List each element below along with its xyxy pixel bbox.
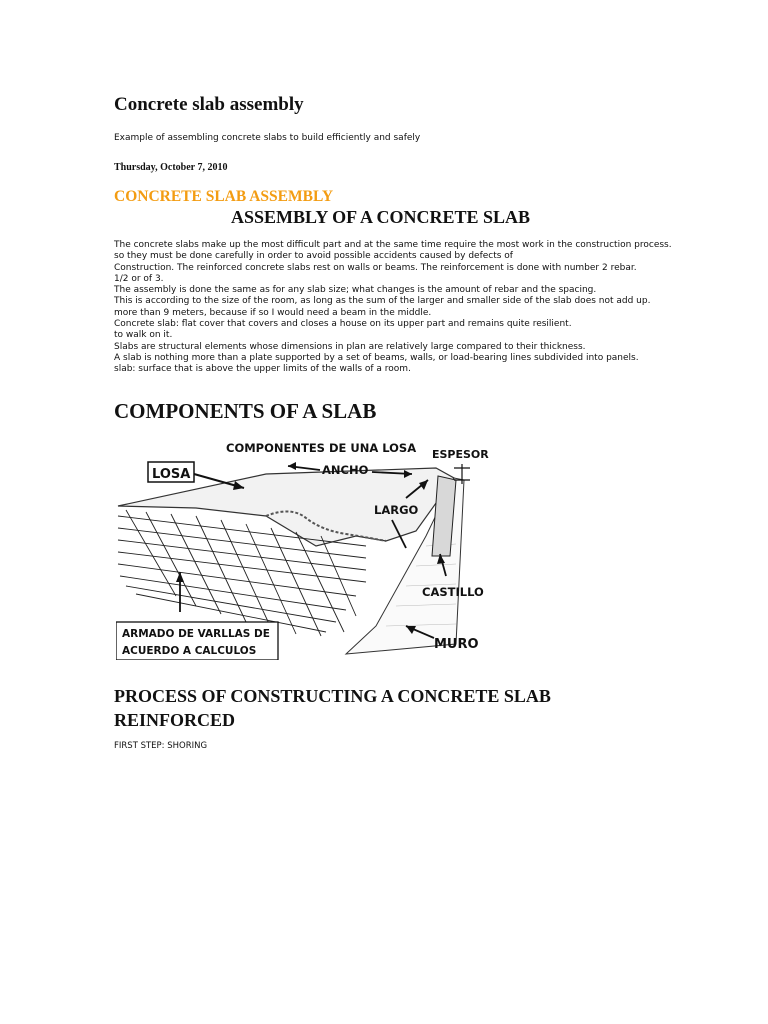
body-line: Slabs are structural elements whose dimensions in plan are relatively large compared to their thickness.	[114, 341, 586, 352]
body-line: to walk on it.	[114, 330, 173, 341]
body-line: A slab is nothing more than a plate supported by a set of beams, walls, or load-bearing lines subdivided into panels.	[114, 352, 639, 363]
body-line: so they must be done carefully in order to avoid possible accidents caused by defects of	[114, 251, 513, 262]
label-castillo: CASTILLO	[422, 585, 484, 599]
label-ancho: ANCHO	[322, 463, 369, 477]
label-espesor: ESPESOR	[432, 448, 489, 461]
figure-title: COMPONENTES DE UNA LOSA	[226, 441, 417, 455]
slab-components-figure	[116, 436, 490, 660]
blog-title: Concrete slab assembly	[114, 94, 304, 115]
body-line: more than 9 meters, because if so I would need a beam in the middle.	[114, 307, 432, 318]
components-heading: COMPONENTS OF A SLAB	[114, 399, 377, 423]
post-title[interactable]: CONCRETE SLAB ASSEMBLY	[114, 188, 334, 205]
body-line: slab: surface that is above the upper limits of the walls of a room.	[114, 364, 411, 375]
label-armado-line1: ARMADO DE VARLLAS DE	[122, 628, 270, 640]
post-body	[114, 240, 754, 376]
body-line: The assembly is done the same as for any slab size; what changes is the amount of rebar and the spacing.	[114, 285, 597, 296]
body-line: The concrete slabs make up the most difficult part and at the same time require the most work in the construction process.	[114, 240, 672, 250]
body-line: Concrete slab: flat cover that covers and closes a house on its upper part and remains quite resilient.	[114, 319, 572, 330]
section-heading: ASSEMBLY OF A CONCRETE SLAB	[230, 207, 531, 227]
body-line: Construction. The reinforced concrete slabs rest on walls or beams. The reinforcement is done with number 2 rebar.	[114, 262, 637, 273]
post-date: Thursday, October 7, 2010	[114, 162, 228, 173]
label-largo: LARGO	[374, 503, 419, 517]
label-armado-line2: ACUERDO A CALCULOS	[122, 645, 257, 657]
label-losa: LOSA	[152, 467, 191, 482]
blog-description: Example of assembling concrete slabs to build efficiently and safely	[114, 133, 421, 143]
first-step: FIRST STEP: SHORING	[114, 741, 208, 751]
label-muro: MURO	[434, 637, 479, 652]
body-line: 1/2 or of 3.	[114, 273, 164, 284]
body-line: This is according to the size of the room, as long as the sum of the larger and smaller side of the slab does not add up.	[114, 296, 651, 307]
process-heading: PROCESS OF CONSTRUCTING A CONCRETE SLAB REINFORCED	[114, 686, 551, 730]
